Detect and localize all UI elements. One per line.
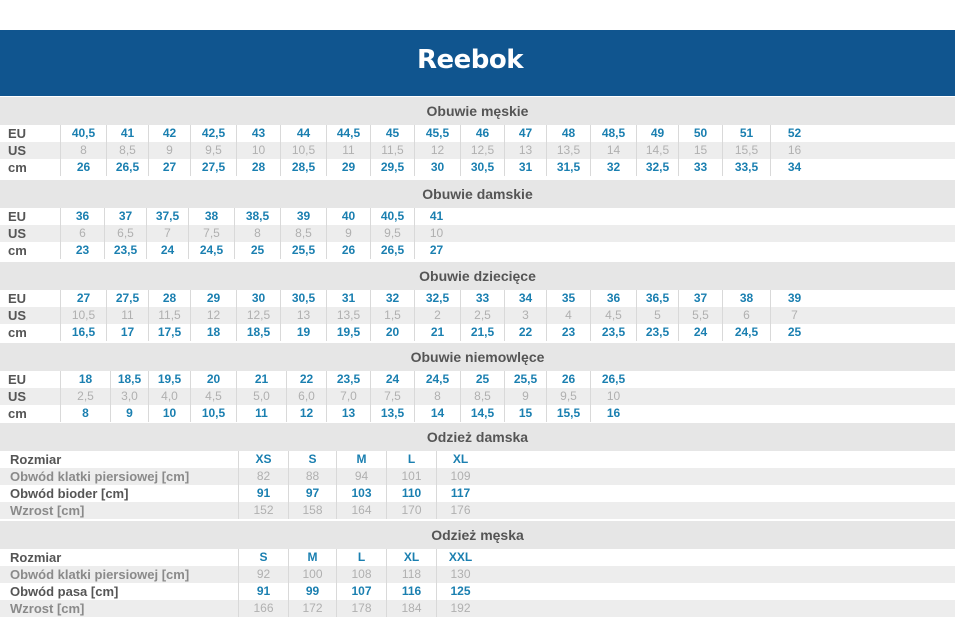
table-cell: 38,5	[234, 208, 280, 225]
row-label: cm	[8, 160, 27, 175]
shoe-size-table	[0, 290, 955, 341]
table-cell: 52	[770, 125, 818, 142]
table-cell: 44,5	[326, 125, 370, 142]
table-cell: 8	[414, 388, 460, 405]
table-cell: 34	[770, 159, 818, 176]
table-cell: 172	[288, 600, 336, 617]
table-cell: 32	[370, 290, 414, 307]
table-cell: 6	[60, 225, 104, 242]
table-cell: L	[336, 549, 386, 566]
table-row	[0, 468, 955, 485]
table-cell: 39	[280, 208, 326, 225]
table-cell: 184	[386, 600, 436, 617]
table-cell: 26	[326, 242, 370, 259]
table-row	[0, 451, 955, 468]
table-cell: 6,5	[104, 225, 146, 242]
shoe-size-table	[0, 208, 955, 259]
table-cell: 21	[414, 324, 460, 341]
table-cell: 36	[590, 290, 636, 307]
section-title: Obuwie niemowlęce	[0, 343, 955, 371]
table-cell: 110	[386, 485, 436, 502]
table-cell: 27	[148, 159, 190, 176]
row-label: EU	[8, 126, 27, 141]
table-cell: 7,5	[188, 225, 234, 242]
table-cell: 34	[504, 290, 546, 307]
table-cell: 33	[460, 290, 504, 307]
table-cell: 117	[436, 485, 484, 502]
table-cell: 9,5	[190, 142, 236, 159]
table-cell: 118	[386, 566, 436, 583]
table-cell: 20	[370, 324, 414, 341]
table-cell: 21	[236, 371, 286, 388]
table-cell: 176	[436, 502, 484, 519]
table-row	[0, 225, 955, 242]
row-label: Wzrost [cm]	[10, 601, 85, 616]
shoe-section	[0, 97, 955, 176]
table-cell: 24,5	[722, 324, 770, 341]
table-cell: 41	[106, 125, 148, 142]
table-cell: 19,5	[148, 371, 190, 388]
row-label: US	[8, 389, 27, 404]
table-row	[0, 159, 955, 176]
table-cell: 27	[60, 290, 106, 307]
table-cell: 48	[546, 125, 590, 142]
table-cell: 28,5	[280, 159, 326, 176]
table-cell: 10	[590, 388, 636, 405]
row-label: Wzrost [cm]	[10, 503, 85, 518]
table-cell: 40,5	[370, 208, 414, 225]
table-cell: 28	[236, 159, 280, 176]
table-cell: 33,5	[722, 159, 770, 176]
table-cell: 12,5	[460, 142, 504, 159]
table-cell: S	[238, 549, 288, 566]
section-title: Odzież damska	[0, 423, 955, 451]
table-cell: 45,5	[414, 125, 460, 142]
table-cell: 13	[280, 307, 326, 324]
table-cell: 5,0	[236, 388, 286, 405]
table-cell: 4	[546, 307, 590, 324]
table-row	[0, 371, 955, 388]
table-cell: L	[386, 451, 436, 468]
table-cell: 164	[336, 502, 386, 519]
table-cell: 9,5	[370, 225, 414, 242]
table-cell: 101	[386, 468, 436, 485]
table-cell: 44	[280, 125, 326, 142]
table-cell: 103	[336, 485, 386, 502]
table-cell: 32,5	[636, 159, 678, 176]
table-cell: 18	[190, 324, 236, 341]
table-cell: 49	[636, 125, 678, 142]
table-cell: 4,0	[148, 388, 190, 405]
table-cell: 22	[286, 371, 326, 388]
table-row	[0, 208, 955, 225]
table-cell: 7,5	[370, 388, 414, 405]
shoe-section	[0, 180, 955, 259]
table-cell: 48,5	[590, 125, 636, 142]
table-cell: 42,5	[190, 125, 236, 142]
table-row	[0, 549, 955, 566]
row-label: EU	[8, 372, 27, 387]
table-cell: 130	[436, 566, 484, 583]
table-cell: 1,5	[370, 307, 414, 324]
table-cell: 11	[106, 307, 148, 324]
table-cell: 21,5	[460, 324, 504, 341]
table-cell: 116	[386, 583, 436, 600]
table-cell: 12	[286, 405, 326, 422]
table-cell: S	[288, 451, 336, 468]
table-cell: 25	[234, 242, 280, 259]
brand-header	[0, 30, 955, 96]
table-cell: 24	[370, 371, 414, 388]
table-cell: 8,5	[106, 142, 148, 159]
table-cell: 13	[504, 142, 546, 159]
shoe-section	[0, 262, 955, 341]
table-cell: 18	[60, 371, 110, 388]
table-cell: 7	[770, 307, 818, 324]
table-cell: 11	[236, 405, 286, 422]
table-cell: 16	[590, 405, 636, 422]
table-cell: 9	[326, 225, 370, 242]
row-label: EU	[8, 209, 27, 224]
table-cell: 12	[190, 307, 236, 324]
table-cell: 26	[60, 159, 106, 176]
table-cell: 14,5	[460, 405, 504, 422]
apparel-section	[0, 423, 955, 519]
table-cell: XS	[238, 451, 288, 468]
table-cell: 91	[238, 485, 288, 502]
table-cell: 24,5	[188, 242, 234, 259]
table-cell: 2	[414, 307, 460, 324]
table-cell: 40,5	[60, 125, 106, 142]
table-cell: 20	[190, 371, 236, 388]
table-cell: 9	[110, 405, 148, 422]
table-cell: 107	[336, 583, 386, 600]
table-cell: 38	[722, 290, 770, 307]
table-cell: 25	[770, 324, 818, 341]
table-cell: 30,5	[280, 290, 326, 307]
table-cell: 15	[504, 405, 546, 422]
row-label: Rozmiar	[10, 550, 62, 565]
table-cell: 13,5	[370, 405, 414, 422]
table-cell: 7,0	[326, 388, 370, 405]
table-cell: 166	[238, 600, 288, 617]
table-cell: 41	[414, 208, 458, 225]
table-cell: 12,5	[236, 307, 280, 324]
table-cell: 3	[504, 307, 546, 324]
table-cell: 23,5	[590, 324, 636, 341]
table-cell: 158	[288, 502, 336, 519]
table-cell: 16,5	[60, 324, 106, 341]
table-cell: XXL	[436, 549, 484, 566]
table-cell: 15	[678, 142, 722, 159]
table-cell: 50	[678, 125, 722, 142]
table-cell: 37,5	[146, 208, 188, 225]
table-cell: 91	[238, 583, 288, 600]
table-cell: 5,5	[678, 307, 722, 324]
table-row	[0, 388, 955, 405]
table-cell: 22	[504, 324, 546, 341]
table-cell: 38	[188, 208, 234, 225]
table-cell: 23,5	[636, 324, 678, 341]
table-cell: 40	[326, 208, 370, 225]
table-cell: 97	[288, 485, 336, 502]
table-cell: 27,5	[190, 159, 236, 176]
brand-logo: Reebok	[416, 45, 524, 75]
table-cell: 13,5	[546, 142, 590, 159]
table-cell: 15,5	[722, 142, 770, 159]
table-cell: 23	[546, 324, 590, 341]
table-cell: 14	[414, 405, 460, 422]
section-title: Obuwie męskie	[0, 97, 955, 125]
table-cell: 11,5	[148, 307, 190, 324]
table-row	[0, 242, 955, 259]
table-cell: 9	[504, 388, 546, 405]
table-cell: 43	[236, 125, 280, 142]
row-label: Obwód klatki piersiowej [cm]	[10, 567, 190, 582]
row-label: Obwód bioder [cm]	[10, 486, 129, 501]
table-cell: 10,5	[60, 307, 106, 324]
table-cell: 32	[590, 159, 636, 176]
table-cell: 24	[678, 324, 722, 341]
table-cell: 31	[504, 159, 546, 176]
table-cell: 29,5	[370, 159, 414, 176]
table-cell: 108	[336, 566, 386, 583]
table-cell: 8	[60, 142, 106, 159]
table-cell: 3,0	[110, 388, 148, 405]
apparel-size-table	[0, 451, 955, 519]
table-cell: 13	[326, 405, 370, 422]
table-cell: 26	[546, 371, 590, 388]
row-label: Obwód pasa [cm]	[10, 584, 119, 599]
table-cell: M	[336, 451, 386, 468]
section-title: Obuwie dziecięce	[0, 262, 955, 290]
table-cell: 24,5	[414, 371, 460, 388]
table-cell: 29	[190, 290, 236, 307]
table-cell: 27,5	[106, 290, 148, 307]
table-cell: 8,5	[460, 388, 504, 405]
table-cell: 14,5	[636, 142, 678, 159]
table-row	[0, 324, 955, 341]
table-cell: 36	[60, 208, 104, 225]
table-cell: 94	[336, 468, 386, 485]
row-label: cm	[8, 325, 27, 340]
table-cell: 19,5	[326, 324, 370, 341]
table-cell: 8	[60, 405, 110, 422]
table-cell: 25,5	[504, 371, 546, 388]
table-cell: 11	[326, 142, 370, 159]
table-cell: 14	[590, 142, 636, 159]
row-label: cm	[8, 243, 27, 258]
table-cell: 92	[238, 566, 288, 583]
table-cell: 27	[414, 242, 458, 259]
table-cell: 10	[148, 405, 190, 422]
table-cell: 23	[60, 242, 104, 259]
table-cell: 7	[146, 225, 188, 242]
table-cell: 32,5	[414, 290, 460, 307]
section-title: Obuwie damskie	[0, 180, 955, 208]
table-cell: 24	[146, 242, 188, 259]
table-cell: 19	[280, 324, 326, 341]
table-cell: 30	[236, 290, 280, 307]
table-cell: 28	[148, 290, 190, 307]
table-cell: 16	[770, 142, 818, 159]
table-cell: 26,5	[370, 242, 414, 259]
table-cell: 82	[238, 468, 288, 485]
table-cell: 30	[414, 159, 460, 176]
table-cell: 8	[234, 225, 280, 242]
table-cell: 6,0	[286, 388, 326, 405]
table-cell: 5	[636, 307, 678, 324]
table-cell: 192	[436, 600, 484, 617]
table-cell: 9,5	[546, 388, 590, 405]
section-title: Odzież męska	[0, 521, 955, 549]
table-cell: 11,5	[370, 142, 414, 159]
table-cell: 31	[326, 290, 370, 307]
table-cell: 47	[504, 125, 546, 142]
table-cell: 23,5	[104, 242, 146, 259]
table-row	[0, 600, 955, 617]
table-cell: 46	[460, 125, 504, 142]
table-cell: 35	[546, 290, 590, 307]
table-cell: 2,5	[460, 307, 504, 324]
table-cell: 26,5	[106, 159, 148, 176]
row-label: Rozmiar	[10, 452, 62, 467]
table-cell: 4,5	[190, 388, 236, 405]
table-cell: 37	[678, 290, 722, 307]
row-label: US	[8, 226, 27, 241]
table-cell: 99	[288, 583, 336, 600]
table-row	[0, 566, 955, 583]
table-cell: 152	[238, 502, 288, 519]
table-cell: 15,5	[546, 405, 590, 422]
table-cell: XL	[436, 451, 484, 468]
table-cell: 13,5	[326, 307, 370, 324]
table-cell: 37	[104, 208, 146, 225]
table-cell: 18,5	[110, 371, 148, 388]
table-cell: 18,5	[236, 324, 280, 341]
table-row	[0, 290, 955, 307]
table-row	[0, 307, 955, 324]
table-row	[0, 142, 955, 159]
table-cell: 45	[370, 125, 414, 142]
shoe-section	[0, 343, 955, 422]
table-cell: 42	[148, 125, 190, 142]
table-cell: 25	[460, 371, 504, 388]
table-cell: 9	[148, 142, 190, 159]
table-cell: 29	[326, 159, 370, 176]
shoe-size-table	[0, 125, 955, 176]
table-cell: 39	[770, 290, 818, 307]
table-cell: 10	[236, 142, 280, 159]
table-cell: 8,5	[280, 225, 326, 242]
table-cell: M	[288, 549, 336, 566]
apparel-size-table	[0, 549, 955, 617]
table-cell: 125	[436, 583, 484, 600]
table-cell: 170	[386, 502, 436, 519]
apparel-section	[0, 521, 955, 617]
table-cell: 109	[436, 468, 484, 485]
table-cell: 10	[414, 225, 458, 242]
table-row	[0, 485, 955, 502]
table-cell: 51	[722, 125, 770, 142]
table-cell: 10,5	[280, 142, 326, 159]
table-cell: 25,5	[280, 242, 326, 259]
table-row	[0, 502, 955, 519]
shoe-size-table	[0, 371, 955, 422]
table-cell: 36,5	[636, 290, 678, 307]
table-cell: 33	[678, 159, 722, 176]
row-label: US	[8, 143, 27, 158]
table-cell: 10,5	[190, 405, 236, 422]
row-label: US	[8, 308, 27, 323]
row-label: Obwód klatki piersiowej [cm]	[10, 469, 190, 484]
table-cell: 23,5	[326, 371, 370, 388]
row-label: cm	[8, 406, 27, 421]
table-cell: XL	[386, 549, 436, 566]
table-cell: 30,5	[460, 159, 504, 176]
table-cell: 88	[288, 468, 336, 485]
table-cell: 4,5	[590, 307, 636, 324]
table-cell: 100	[288, 566, 336, 583]
table-cell: 12	[414, 142, 460, 159]
table-cell: 17,5	[148, 324, 190, 341]
table-row	[0, 125, 955, 142]
row-label: EU	[8, 291, 27, 306]
table-cell: 26,5	[590, 371, 636, 388]
table-cell: 178	[336, 600, 386, 617]
table-cell: 6	[722, 307, 770, 324]
table-cell: 17	[106, 324, 148, 341]
table-cell: 2,5	[60, 388, 110, 405]
table-row	[0, 405, 955, 422]
table-row	[0, 583, 955, 600]
table-cell: 31,5	[546, 159, 590, 176]
